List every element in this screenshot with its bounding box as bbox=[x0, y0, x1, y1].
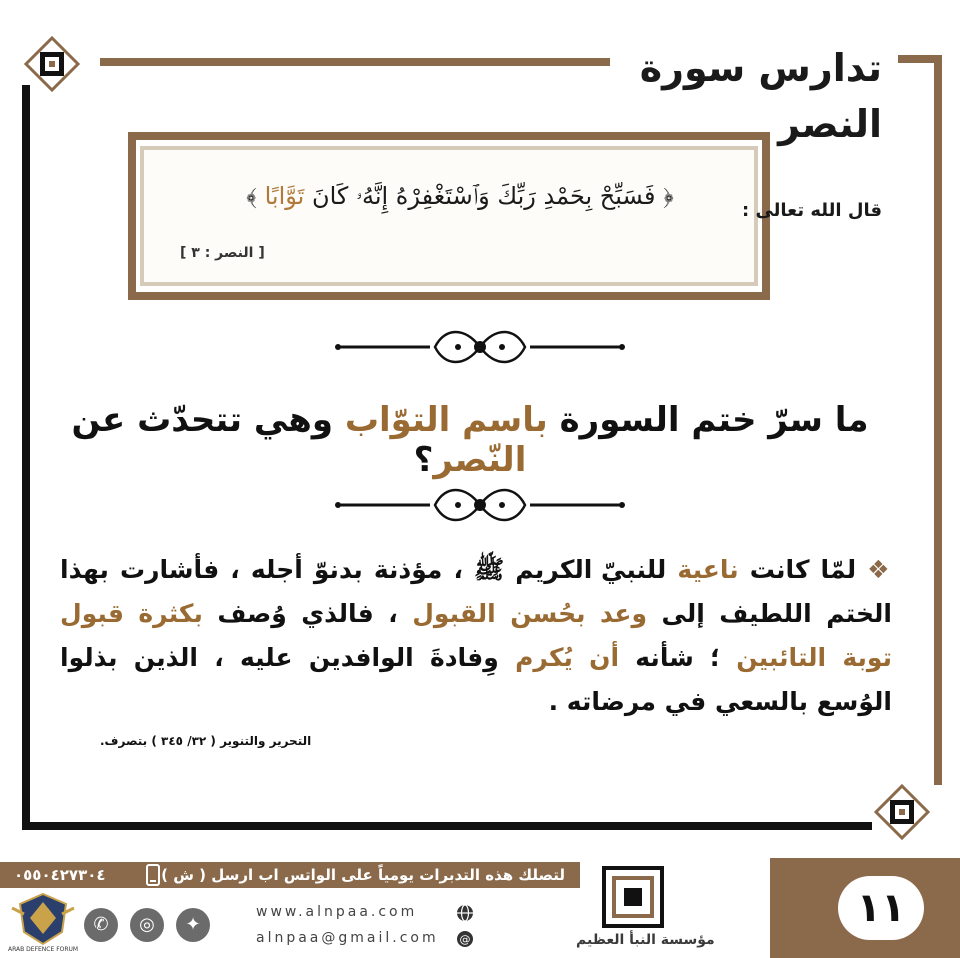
at-sign-icon bbox=[456, 930, 474, 948]
body-text-5: وِفادةَ الوافدين عليه ، الذين بذلوا الوُسع بالسعي في مرضاته . bbox=[60, 643, 892, 716]
source-citation: التحرير والتنوير ( ٣٢/ ٣٤٥ ) بتصرف. bbox=[100, 734, 312, 748]
frame-right-border bbox=[934, 55, 942, 785]
body-accent-3: بكثرة قبول توبة التائبين bbox=[60, 599, 892, 672]
body-text-4: ؛ شأنه bbox=[635, 643, 721, 672]
whatsapp-icon[interactable]: ✆ bbox=[84, 908, 118, 942]
whatsapp-phone[interactable]: ٠٥٥٠٤٢٧٣٠٤ bbox=[14, 866, 106, 884]
ornament-divider-icon bbox=[330, 322, 630, 372]
verse-frame-inner bbox=[140, 146, 758, 286]
question-accent-2: النّصر bbox=[433, 440, 527, 480]
question-part-1: ما سرّ ختم السورة bbox=[559, 400, 869, 440]
ornament-divider-2-icon bbox=[330, 480, 630, 530]
website-link[interactable]: www.alnpaa.com bbox=[256, 904, 418, 920]
globe-icon bbox=[456, 904, 474, 922]
twitter-icon[interactable]: ✦ bbox=[176, 908, 210, 942]
verse-text: فَسَبِّحْ بِحَمْدِ رَبِّكَ وَٱسْتَغْفِرْهُ إِنَّهُۥ كَانَ bbox=[311, 182, 656, 210]
corner-logo-icon bbox=[24, 36, 80, 92]
corner-logo-bottom-icon bbox=[874, 784, 930, 840]
verse-open-bracket: ﴿ bbox=[663, 182, 674, 210]
frame-right-corner bbox=[898, 55, 942, 63]
main-question bbox=[60, 400, 880, 480]
verse-close-bracket: ﴾ bbox=[246, 182, 257, 210]
verse-intro-label: قال الله تعالى : bbox=[741, 200, 882, 221]
svg-text:@: @ bbox=[459, 933, 471, 946]
subscribe-text: لتصلك هذه التدبرات يومياً على الواتس اب ارسل ( ش ) على : bbox=[161, 866, 565, 910]
question-accent-1: باسم التوّاب bbox=[344, 400, 548, 440]
body-text-1: لمّا كانت bbox=[749, 555, 857, 584]
quran-verse bbox=[150, 182, 770, 210]
org-name: مؤسسة النبأ العظيم bbox=[576, 932, 715, 948]
question-part-2: وهي تتحدّث عن bbox=[71, 400, 333, 440]
phone-icon bbox=[146, 864, 160, 886]
org-logo-icon bbox=[598, 862, 668, 932]
question-mark: ؟ bbox=[413, 440, 434, 480]
body-text-2: للنبيّ الكريم ﷺ ، مؤذنة بدنوّ أجله ، فأشارت بهذا الختم اللطيف إلى bbox=[60, 555, 892, 628]
instagram-icon[interactable]: ◎ bbox=[130, 908, 164, 942]
body-accent-4: أن يُكرم bbox=[515, 643, 620, 672]
frame-bottom-border bbox=[22, 822, 872, 830]
body-accent-1: ناعية bbox=[677, 555, 739, 584]
page-title: تدارس سورة النصر bbox=[639, 46, 882, 146]
frame-left-border bbox=[22, 85, 30, 825]
explanation-paragraph bbox=[60, 548, 892, 724]
forum-emblem-icon bbox=[8, 888, 78, 950]
body-text-3: ، فالذي وُصف bbox=[217, 599, 398, 628]
verse-accent-word: تَوَّابًا bbox=[264, 182, 305, 210]
email-link[interactable]: alnpaa@gmail.com bbox=[256, 930, 439, 946]
bullet-icon: ❖ bbox=[867, 555, 892, 584]
verse-reference: [ النصر : ٣ ] bbox=[180, 245, 265, 261]
body-accent-2: وعد بحُسن القبول bbox=[412, 599, 648, 628]
forum-name: ARAB DEFENCE FORUM bbox=[8, 946, 79, 953]
header-rule bbox=[100, 58, 610, 66]
page-number-badge: ١١ bbox=[838, 876, 924, 940]
